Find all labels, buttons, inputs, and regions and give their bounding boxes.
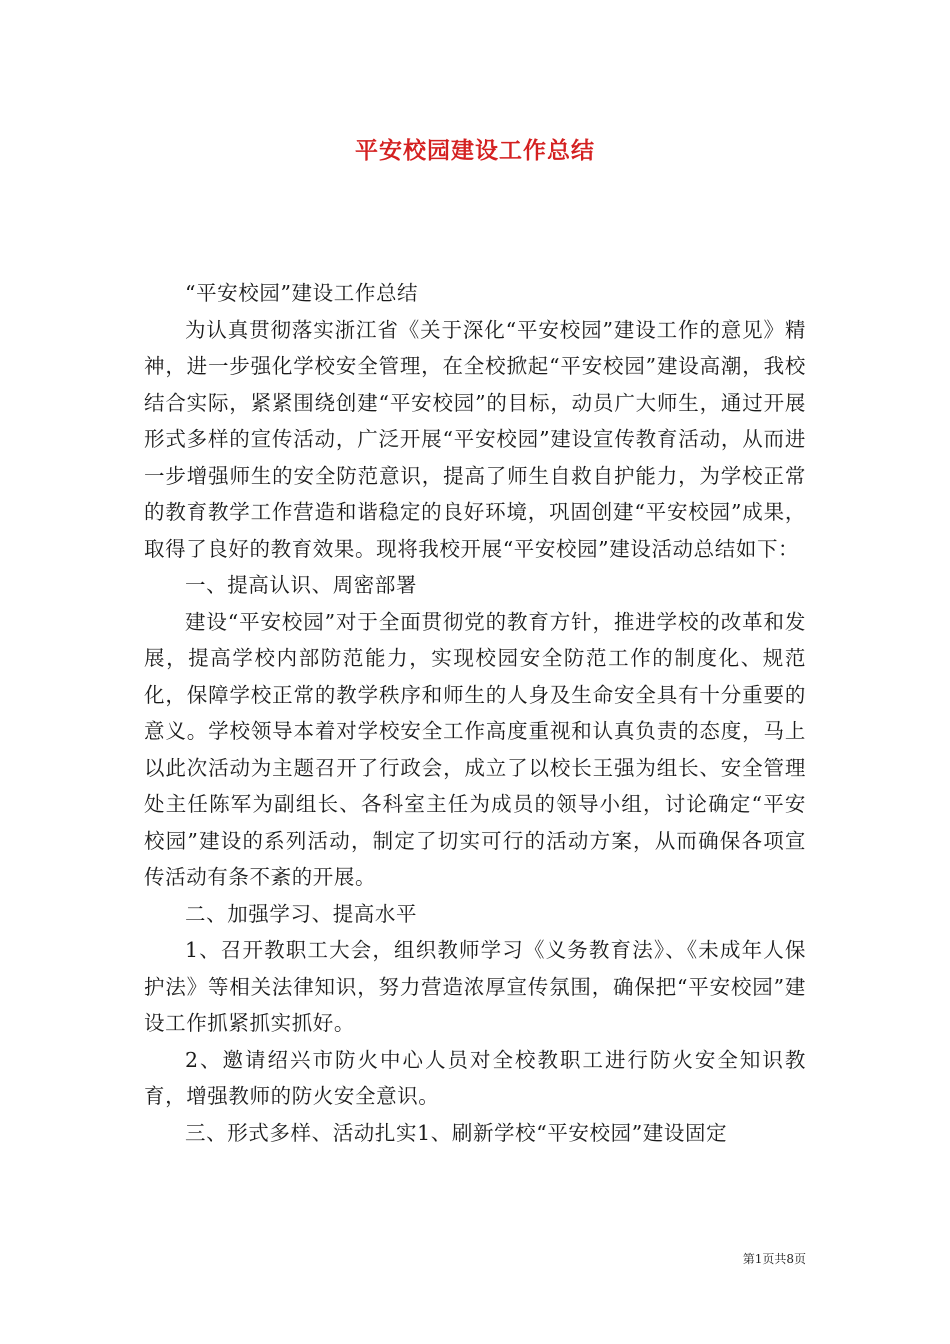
paragraph-item-2: 2、邀请绍兴市防火中心人员对全校教职工进行防火安全知识教育，增强教师的防火安全意识。 (144, 1047, 806, 1108)
paragraph-item-1: 1、召开教职工大会，组织教师学习《义务教育法》、《未成年人保护法》等相关法律知识，努力营造浓厚宣传氛围，确保把“平安校园”建设工作抓紧抓实抓好。 (144, 938, 806, 1035)
document-body (144, 275, 806, 1151)
section-heading-2: 二、加强学习、提高水平 (185, 901, 418, 926)
paragraph-intro: 为认真贯彻落实浙江省《关于深化“平安校园”建设工作的意见》精神，进一步强化学校安全管理，在全校掀起“平安校园”建设高潮，我校结合实际，紧紧围绕创建“平安校园”的目标，动员广大师生，通过开展形式多样的宣传活动，广泛开展“平安校园”建设宣传教育活动，从而进一步增强师生的安全防范意识，提高了师生自救自护能力，为学校正常的教育教学工作营造和谐稳定的良好环境，巩固创建“平安校园”成果，取得了良好的教育效果。现将我校开展“平安校园”建设活动总结如下： (144, 317, 806, 561)
paragraph-section-1: 建设“平安校园”对于全面贯彻党的教育方针，推进学校的改革和发展，提高学校内部防范能力，实现校园安全防范工作的制度化、规范化，保障学校正常的教学秩序和师生的人身及生命安全具有十分重要的意义。学校领导本着对学校安全工作高度重视和认真负责的态度，马上以此次活动为主题召开了行政会，成立了以校长王强为组长、安全管理处主任陈军为副组长、各科室主任为成员的领导小组，讨论确定“平安校园”建设的系列活动，制定了切实可行的活动方案，从而确保各项宣传活动有条不紊的开展。 (144, 609, 806, 889)
section-heading-3: 三、形式多样、活动扎实1、刷新学校“平安校园”建设固定 (185, 1120, 728, 1145)
document-title: 平安校园建设工作总结 (355, 137, 595, 164)
section-heading-1: 一、提高认识、周密部署 (185, 573, 418, 597)
page-number: 第1页共8页 (742, 1252, 806, 1266)
paragraph-heading: “平安校园”建设工作总结 (185, 281, 419, 305)
